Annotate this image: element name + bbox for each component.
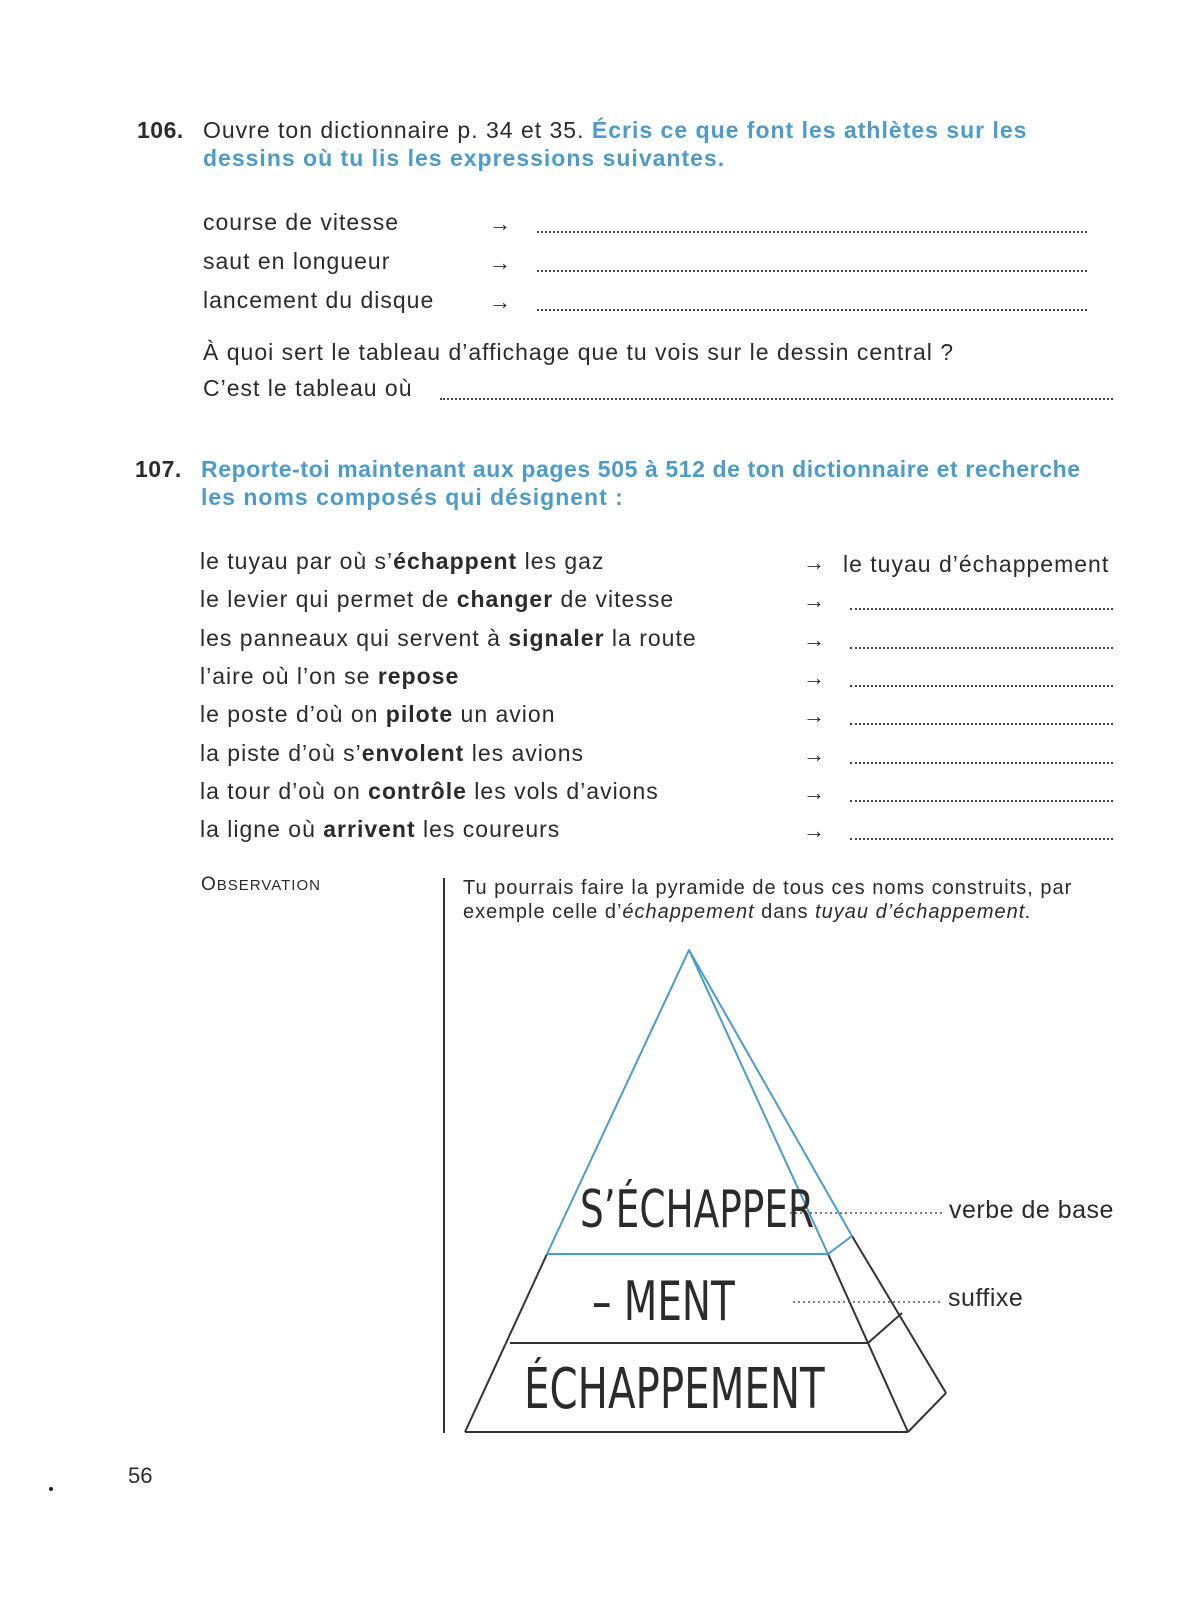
pyramid-top-word: S’ÉCHAPPER: [580, 1180, 815, 1240]
arrow-icon: →: [803, 550, 825, 575]
observation-text-2-pre: exemple celle d’: [463, 901, 623, 923]
row-bold-verb: arrivent: [323, 816, 416, 842]
row-bold-verb: repose: [377, 663, 460, 689]
row-text: la ligne où: [200, 816, 324, 842]
exercise-106-instruction-2: dessins où tu lis les expressions suivantes.: [203, 145, 726, 171]
arrow-icon: →: [803, 703, 825, 728]
exercise-106-item-2: saut en longueur: [203, 248, 391, 274]
arrow-icon: →: [489, 211, 511, 236]
row-bold-verb: signaler: [508, 625, 605, 651]
exercise-106-item-3: lancement du disque: [203, 287, 435, 313]
exercise-106-question: À quoi sert le tableau d’affichage que tu vois sur le dessin central ?: [203, 339, 955, 365]
exercise-106-answer-prompt: C’est le tableau où: [203, 375, 413, 401]
arrow-icon: →: [803, 742, 825, 767]
arrow-icon: →: [803, 588, 825, 613]
observation-text-2-mid: dans: [754, 901, 816, 923]
label-suffix: suffixe: [948, 1284, 1024, 1312]
page-number: 56: [128, 1463, 153, 1488]
row-text-end: les vols d’avions: [466, 778, 659, 804]
row-text-end: un avion: [453, 701, 556, 727]
row-text: le levier qui permet de: [200, 586, 457, 612]
row-bold-verb: contrôle: [368, 778, 467, 804]
row-text: le tuyau par où s’: [200, 548, 394, 574]
observation-label-rest: BSERVATION: [216, 877, 321, 894]
exercise-107-instruction-1: Reporte-toi maintenant aux pages 505 à 512 de ton dictionnaire et recherche: [201, 456, 1081, 482]
row-text-end: les coureurs: [415, 816, 561, 842]
arrow-icon: →: [489, 289, 511, 314]
row-text: les panneaux qui servent à: [200, 625, 509, 651]
arrow-icon: →: [489, 250, 511, 275]
label-base-verb: verbe de base: [949, 1196, 1114, 1224]
row-text-end: les gaz: [517, 548, 605, 574]
row-text-end: de vitesse: [553, 586, 675, 612]
row-bold-verb: changer: [456, 586, 554, 612]
observation-text-1: Tu pourrais faire la pyramide de tous ces noms construits, par: [463, 877, 1073, 899]
observation-text-2-em2: tuyau d’échappement.: [815, 901, 1032, 923]
row-text-end: la route: [604, 625, 697, 651]
exercise-106-instruction-1: Écris ce que font les athlètes sur les: [591, 117, 1028, 143]
observation-label-initial: O: [201, 874, 217, 895]
arrow-icon: →: [803, 627, 825, 652]
row-text-end: les avions: [464, 740, 584, 766]
exercise-106-item-1: course de vitesse: [203, 209, 399, 235]
speck: [49, 1487, 53, 1491]
arrow-icon: →: [803, 818, 825, 843]
row-text: l’aire où l’on se: [200, 663, 378, 689]
exercise-107-instruction-2: les noms composés qui désignent :: [201, 484, 624, 510]
row-bold-verb: pilote: [385, 701, 454, 727]
row-bold-verb: échappent: [393, 548, 518, 574]
exercise-107-number: 107.: [135, 456, 182, 482]
arrow-icon: →: [803, 780, 825, 805]
row-text: le poste d’où on: [200, 701, 386, 727]
arrow-icon: →: [803, 665, 825, 690]
example-answer: le tuyau d’échappement: [843, 551, 1110, 577]
pyramid-bottom-word: ÉCHAPPEMENT: [524, 1357, 825, 1422]
exercise-106-number: 106.: [137, 117, 184, 143]
pyramid-middle-word: – MENT: [592, 1270, 735, 1333]
row-text: la piste d’où s’: [200, 740, 362, 766]
row-bold-verb: envolent: [361, 740, 465, 766]
exercise-106-intro: Ouvre ton dictionnaire p. 34 et 35.: [203, 117, 585, 143]
observation-text-2-em1: échappement: [622, 901, 755, 923]
row-text: la tour d’où on: [200, 778, 369, 804]
